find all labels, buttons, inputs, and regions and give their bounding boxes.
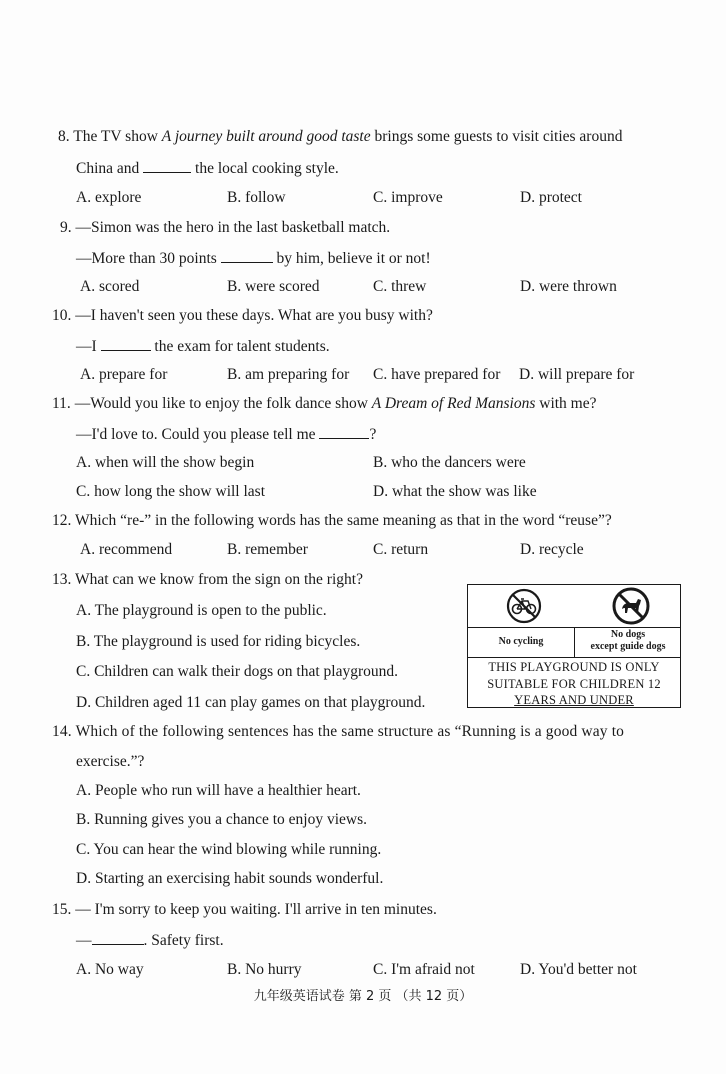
option-d: D. Children aged 11 can play games on that playground. <box>76 694 426 711</box>
question-number: 13. <box>52 571 72 588</box>
question-12: 12. Which “re-” in the following words has the same meaning as that in the word “reuse”? <box>52 512 612 529</box>
option-a: A. prepare for <box>80 366 168 383</box>
sign-divider <box>574 627 575 657</box>
show-title: A Dream of Red Mansions <box>371 395 536 412</box>
question-10-line-2: —I the exam for talent students. <box>76 338 330 355</box>
question-14-line-2: exercise.”? <box>76 753 145 770</box>
option-d: D. were thrown <box>520 278 617 295</box>
question-15-line-2: — . Safety first. <box>76 932 224 949</box>
answer-blank <box>221 248 273 263</box>
option-c: C. You can hear the wind blowing while running. <box>76 841 382 858</box>
option-d: D. recycle <box>520 541 584 558</box>
option-c: C. improve <box>373 189 443 206</box>
question-9: 9. —Simon was the hero in the last basketball match. <box>60 219 391 236</box>
option-c: C. return <box>373 541 429 558</box>
sign-icons-row <box>468 585 680 628</box>
question-13: 13. What can we know from the sign on the right? <box>52 571 363 588</box>
question-8: 8. The TV show A journey built around good taste brings some guests to visit cities around <box>58 128 623 145</box>
option-d: D. You'd better not <box>520 961 637 978</box>
option-c: C. threw <box>373 278 427 295</box>
question-number: 8. <box>58 128 70 145</box>
option-d: D. will prepare for <box>519 366 635 383</box>
no-dogs-icon <box>612 587 650 625</box>
option-b: B. were scored <box>227 278 320 295</box>
option-a: A. recommend <box>80 541 173 558</box>
option-c: C. how long the show will last <box>76 483 266 500</box>
question-number: 9. <box>60 219 72 236</box>
question-10: 10. —I haven't seen you these days. What are you busy with? <box>52 307 433 324</box>
sign-label-no-dogs: No dogs except guide dogs <box>590 629 666 652</box>
question-number: 12. <box>52 512 72 529</box>
question-8-line-2: China and the local cooking style. <box>76 160 339 177</box>
show-title: A journey built around good taste <box>161 128 371 145</box>
answer-blank <box>92 930 144 945</box>
answer-blank <box>143 158 191 173</box>
answer-blank <box>101 336 151 351</box>
option-b: B. am preparing for <box>227 366 350 383</box>
option-c: C. have prepared for <box>373 366 501 383</box>
question-11-line-2: —I'd love to. Could you please tell me ? <box>76 426 377 443</box>
option-d: D. Starting an exercising habit sounds wonderful. <box>76 870 384 887</box>
question-9-line-2: —More than 30 points by him, believe it or not! <box>76 250 431 267</box>
question-number: 15. <box>52 901 72 918</box>
no-cycling-icon <box>506 588 542 624</box>
option-d: D. what the show was like <box>373 483 537 500</box>
option-b: B. who the dancers were <box>373 454 526 471</box>
question-15: 15. — I'm sorry to keep you waiting. I'll arrive in ten minutes. <box>52 901 437 918</box>
question-14: 14. Which of the following sentences has the same structure as “Running is a good way to <box>52 723 625 740</box>
sign-label-no-cycling: No cycling <box>498 636 544 647</box>
option-b: B. remember <box>227 541 308 558</box>
option-c: C. I'm afraid not <box>373 961 475 978</box>
option-b: B. The playground is used for riding bicycles. <box>76 633 361 650</box>
question-number: 10. <box>52 307 72 324</box>
option-a: A. explore <box>76 189 142 206</box>
option-c: C. Children can walk their dogs on that playground. <box>76 663 398 680</box>
sign-notice: THIS PLAYGROUND IS ONLY SUITABLE FOR CHILDREN 12 YEARS AND UNDER <box>487 660 661 707</box>
question-11: 11. —Would you like to enjoy the folk dance show A Dream of Red Mansions with me? <box>52 395 597 412</box>
option-a: A. People who run will have a healthier heart. <box>76 782 361 799</box>
question-number: 11. <box>52 395 71 412</box>
option-d: D. protect <box>520 189 582 206</box>
option-b: B. Running gives you a chance to enjoy views. <box>76 811 368 828</box>
page-footer: 九年级英语试卷 第 2 页 （共 12 页） <box>253 989 473 1004</box>
answer-blank <box>319 424 369 439</box>
option-a: A. when will the show begin <box>76 454 255 471</box>
option-a: A. scored <box>80 278 140 295</box>
option-a: A. The playground is open to the public. <box>76 602 327 619</box>
option-a: A. No way <box>76 961 144 978</box>
option-b: B. follow <box>227 189 286 206</box>
question-number: 14. <box>52 723 72 740</box>
playground-sign <box>467 584 681 708</box>
option-b: B. No hurry <box>227 961 302 978</box>
